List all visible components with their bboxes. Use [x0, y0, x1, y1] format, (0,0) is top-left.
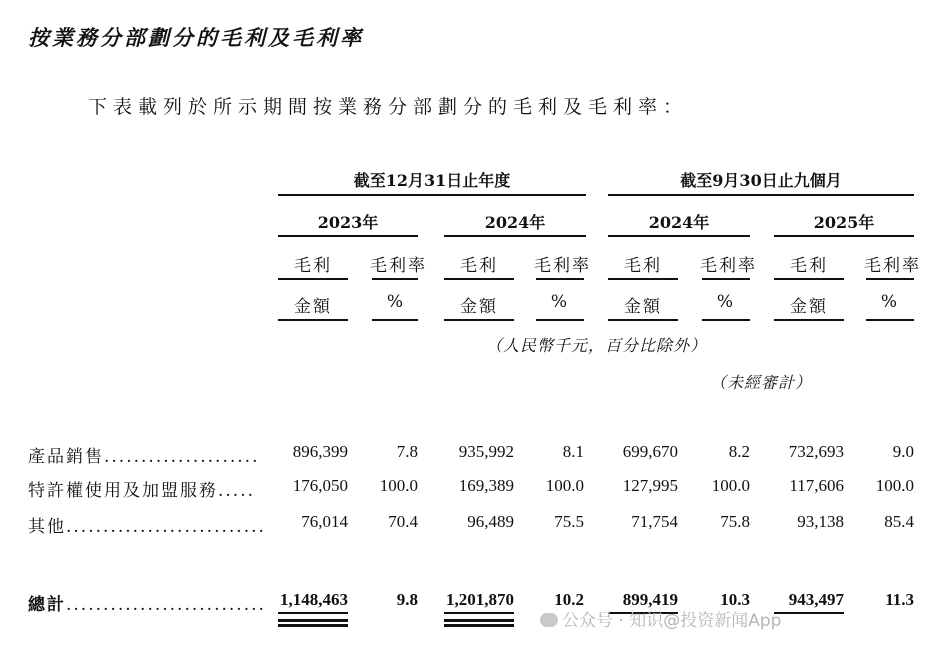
rule-col: [608, 278, 678, 280]
year-header-2025: 2025年: [813, 213, 875, 232]
table-cell: 75.5: [554, 512, 584, 531]
col-head-percent: %: [716, 292, 736, 312]
table-cell: 7.8: [396, 442, 418, 461]
rule-col: [774, 319, 844, 321]
table-cell: 70.4: [388, 512, 418, 531]
table-cell: 96,489: [467, 512, 514, 531]
table-cell: 9.0: [892, 442, 914, 461]
col-head-amount: 金額: [624, 297, 662, 317]
table-cell: 935,992: [458, 442, 514, 461]
year-header-2024-9m: 2024年: [648, 213, 710, 232]
col-head-percent: %: [880, 292, 900, 312]
rule-col: [702, 319, 750, 321]
table-cell: 100.0: [545, 476, 584, 495]
section-title: 按業務分部劃分的毛利及毛利率: [28, 25, 364, 50]
table-cell: 85.4: [884, 512, 914, 531]
col-head-percent: %: [550, 292, 570, 312]
col-head-amount: 金額: [460, 297, 498, 317]
table-cell: 8.1: [562, 442, 584, 461]
col-head-gross-profit: 毛利: [790, 256, 828, 276]
watermark-text: 公众号 · 知识@投资新闻App: [540, 606, 781, 631]
total-single-rule: [278, 612, 348, 614]
table-cell: 100.0: [875, 476, 914, 495]
rule-col: [444, 278, 514, 280]
col-head-margin: 毛利率: [864, 256, 921, 276]
table-cell: 8.2: [728, 442, 750, 461]
period-header-9m: 截至9月30日止九個月: [680, 171, 842, 190]
table-cell: 93,138: [797, 512, 844, 531]
rule-year-3: [608, 235, 750, 237]
table-cell: 169,389: [458, 476, 514, 495]
total-cell: 11.3: [885, 590, 914, 609]
table-cell: 71,754: [631, 512, 678, 531]
total-cell: 899,419: [622, 590, 678, 609]
year-header-2023: 2023年: [317, 213, 379, 232]
rule-year-2: [444, 235, 586, 237]
table-cell: 76,014: [301, 512, 348, 531]
rule-col: [702, 278, 750, 280]
rule-col: [372, 278, 418, 280]
total-cell: 1,201,870: [446, 590, 514, 609]
col-head-margin: 毛利率: [370, 256, 427, 276]
total-cell: 9.8: [396, 590, 418, 609]
total-double-rule: [278, 624, 348, 627]
total-single-rule: [774, 612, 844, 614]
rule-col: [278, 319, 348, 321]
col-head-margin: 毛利率: [534, 256, 591, 276]
intro-text: 下表載列於所示期間按業務分部劃分的毛利及毛利率：: [88, 96, 689, 118]
row-label-franchise: 特許權使用及加盟服務.....: [28, 481, 256, 501]
table-cell: 127,995: [622, 476, 678, 495]
col-head-gross-profit: 毛利: [460, 256, 498, 276]
row-label-others: 其他...........................: [28, 517, 266, 537]
total-cell: 943,497: [788, 590, 844, 609]
rule-col: [536, 278, 584, 280]
col-head-amount: 金額: [294, 297, 332, 317]
rule-col: [866, 319, 914, 321]
total-double-rule: [444, 624, 514, 627]
rule-col: [536, 319, 584, 321]
rule-year-4: [774, 235, 914, 237]
table-cell: 117,606: [789, 476, 844, 495]
total-cell: 10.2: [554, 590, 584, 609]
year-header-2024-fy: 2024年: [484, 213, 546, 232]
table-cell: 732,693: [788, 442, 844, 461]
table-cell: 100.0: [711, 476, 750, 495]
period-header-fy: 截至12月31日止年度: [353, 171, 511, 190]
rule-col: [372, 319, 418, 321]
rule-col: [608, 319, 678, 321]
rule-col: [444, 319, 514, 321]
table-cell: 75.8: [720, 512, 750, 531]
rule-col: [278, 278, 348, 280]
table-cell: 100.0: [379, 476, 418, 495]
total-cell: 1,148,463: [280, 590, 348, 609]
table-cell: 176,050: [292, 476, 348, 495]
wechat-icon: [540, 613, 558, 627]
rule-period-9m: [608, 194, 914, 196]
table-cell: 699,670: [622, 442, 678, 461]
rule-col: [774, 278, 844, 280]
table-cell: 896,399: [292, 442, 348, 461]
row-label-product-sales: 產品銷售.....................: [28, 447, 260, 467]
col-head-gross-profit: 毛利: [294, 256, 332, 276]
col-head-amount: 金額: [790, 297, 828, 317]
rule-col: [866, 278, 914, 280]
col-head-percent: %: [386, 292, 406, 312]
col-head-gross-profit: 毛利: [624, 256, 662, 276]
total-double-rule: [444, 619, 514, 622]
col-head-margin: 毛利率: [700, 256, 757, 276]
unit-note: （人民幣千元，百分比除外）: [486, 336, 708, 355]
rule-period-fy: [278, 194, 586, 196]
total-cell: 10.3: [720, 590, 750, 609]
total-double-rule: [278, 619, 348, 622]
total-single-rule: [444, 612, 514, 614]
row-label-total: 總計...........................: [28, 595, 266, 615]
unaudited-note: （未經審計）: [710, 373, 813, 392]
rule-year-1: [278, 235, 418, 237]
